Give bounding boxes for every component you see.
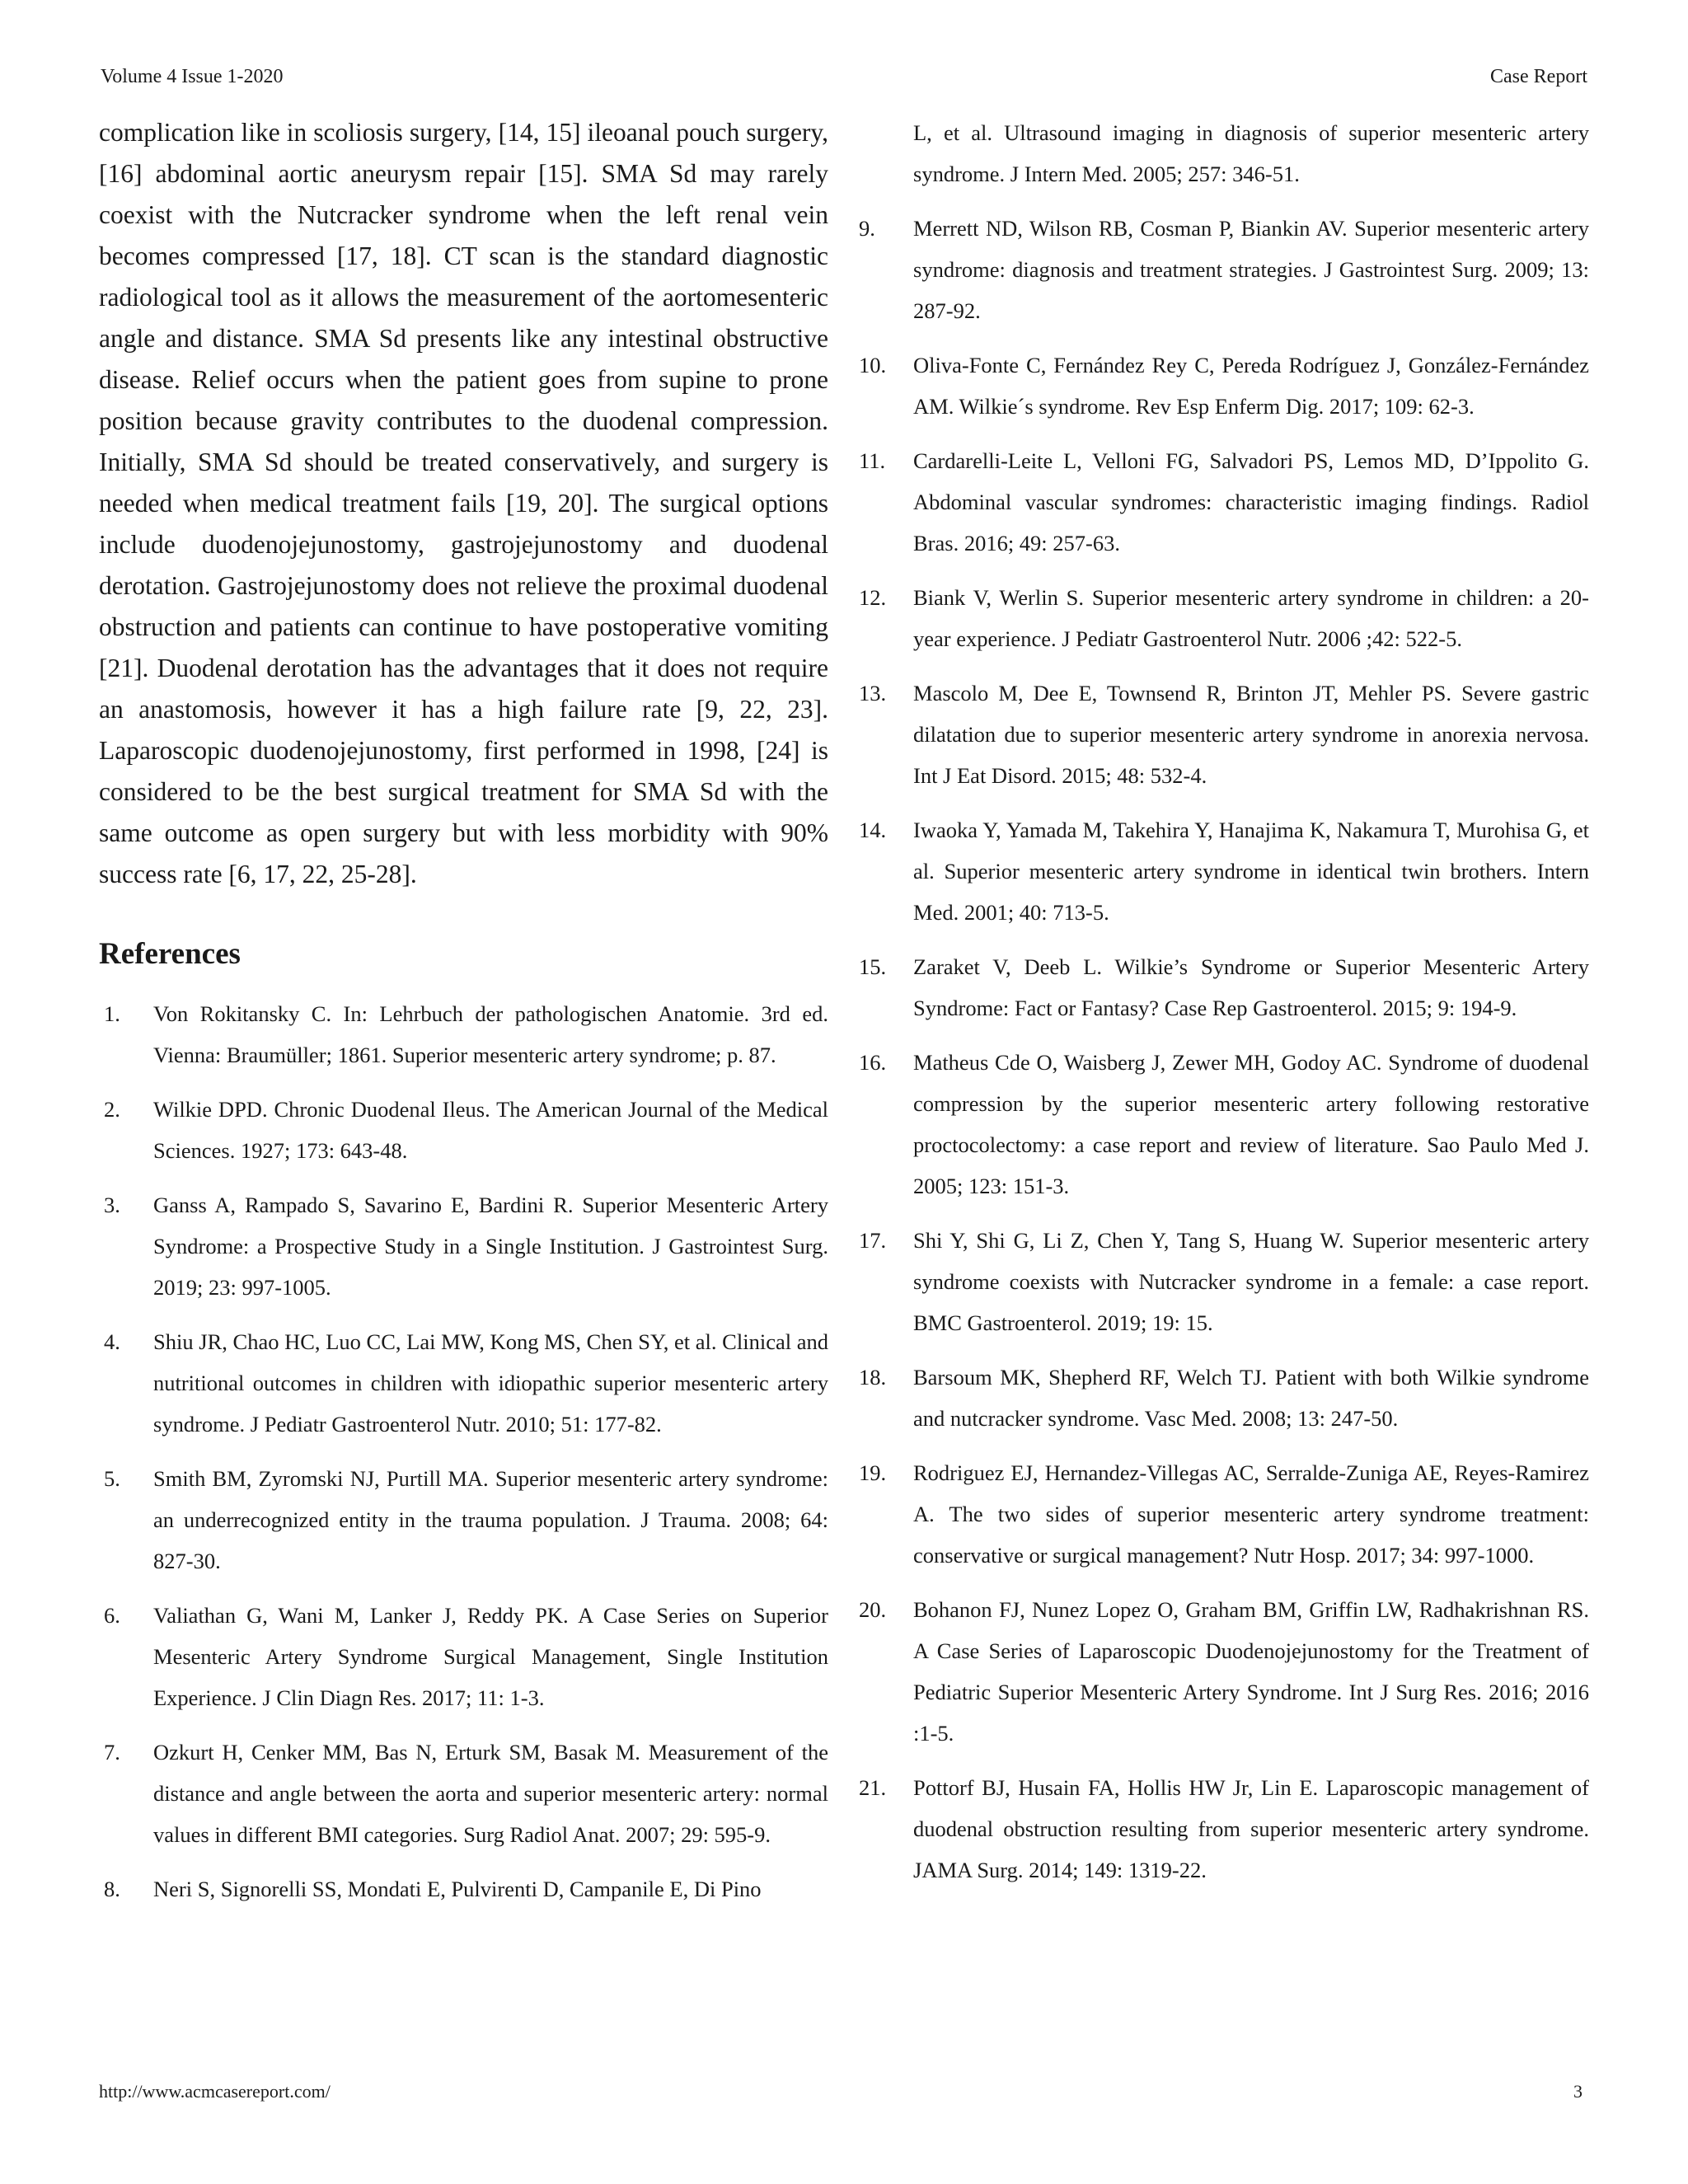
reference-item (859, 1589, 1589, 1754)
reference-text: Wilkie DPD. Chronic Duodenal Ileus. The American Journal of the Medical Sciences. 1927; 173: 643-48. (153, 1097, 828, 1163)
reference-number: 4. (104, 1329, 120, 1354)
reference-item (859, 344, 1589, 427)
reference-item (859, 946, 1589, 1029)
reference-text: L, et al. Ultrasound imaging in diagnosis of superior mesenteric artery syndrome. J Intern Med. 2005; 257: 346-51. (913, 120, 1589, 186)
reference-item (99, 1458, 828, 1582)
reference-number: 20. (859, 1597, 887, 1622)
reference-item (99, 1732, 828, 1855)
reference-number: 10. (859, 353, 887, 377)
reference-text: Ozkurt H, Cenker MM, Bas N, Erturk SM, Basak M. Measurement of the distance and angle between the aorta and superior mesenteric artery: normal values in different BMI categories. Surg Radiol Anat. 2007; 29: 595-9. (153, 1740, 828, 1847)
reference-text: Iwaoka Y, Yamada M, Takehira Y, Hanajima K, Nakamura T, Murohisa G, et al. Superior mesenteric artery syndrome in identical twin brothers. Intern Med. 2001; 40: 713-5. (913, 818, 1589, 925)
reference-list-right (859, 112, 1589, 1891)
reference-text: Rodriguez EJ, Hernandez-Villegas AC, Serralde-Zuniga AE, Reyes-Ramirez A. The two sides of superior mesenteric artery syndrome treatment: conservative or surgical management? Nutr Hosp. 2017; 34: 997-1000. (913, 1460, 1589, 1568)
reference-item (859, 1357, 1589, 1439)
reference-item (99, 1868, 828, 1910)
reference-number: 16. (859, 1050, 887, 1075)
reference-item (99, 993, 828, 1076)
reference-text: Merrett ND, Wilson RB, Cosman P, Biankin AV. Superior mesenteric artery syndrome: diagnosis and treatment strategies. J Gastrointest Surg. 2009; 13: 287-92. (913, 216, 1589, 323)
reference-item (859, 1042, 1589, 1207)
reference-text: Ganss A, Rampado S, Savarino E, Bardini R. Superior Mesenteric Artery Syndrome: a Prospective Study in a Single Institution. J Gastrointest Surg. 2019; 23: 997-1005. (153, 1193, 828, 1300)
reference-number: 18. (859, 1365, 887, 1390)
reference-text: Matheus Cde O, Waisberg J, Zewer MH, Godoy AC. Syndrome of duodenal compression by the superior mesenteric artery following restorative proctocolectomy: a case report and review of literature. Sao Paulo Med J. 2005; 123: 151-3. (913, 1050, 1589, 1198)
reference-number: 2. (104, 1097, 120, 1122)
reference-number: 12. (859, 585, 887, 610)
reference-item (859, 673, 1589, 796)
reference-item (859, 809, 1589, 933)
reference-text: Biank V, Werlin S. Superior mesenteric artery syndrome in children: a 20-year experience. J Pediatr Gastroenterol Nutr. 2006 ;42: 522-5. (913, 585, 1589, 651)
reference-text: Von Rokitansky C. In: Lehrbuch der pathologischen Anatomie. 3rd ed. Vienna: Braumüller; 1861. Superior mesenteric artery syndrome; p. 87. (153, 1001, 828, 1067)
reference-number: 21. (859, 1775, 887, 1800)
right-column (859, 112, 1589, 1904)
reference-number: 8. (104, 1877, 120, 1901)
reference-item (859, 1767, 1589, 1891)
reference-text: Smith BM, Zyromski NJ, Purtill MA. Superior mesenteric artery syndrome: an underrecognized entity in the trauma population. J Trauma. 2008; 64: 827-30. (153, 1466, 828, 1573)
reference-item (859, 1220, 1589, 1343)
reference-text: Pottorf BJ, Husain FA, Hollis HW Jr, Lin E. Laparoscopic management of duodenal obstruction resulting from superior mesenteric artery syndrome. JAMA Surg. 2014; 149: 1319-22. (913, 1775, 1589, 1882)
reference-text: Bohanon FJ, Nunez Lopez O, Graham BM, Griffin LW, Radhakrishnan RS. A Case Series of Laparoscopic Duodenojejunostomy for the Treatment of Pediatric Superior Mesenteric Artery Syndrome. Int J Surg Res. 2016; 2016 :1-5. (913, 1597, 1589, 1746)
running-header-volume: Volume 4 Issue 1-2020 (101, 66, 284, 87)
reference-item (859, 1452, 1589, 1576)
reference-number: 17. (859, 1228, 887, 1253)
reference-number: 11. (859, 448, 886, 473)
reference-item (859, 577, 1589, 659)
reference-number: 9. (859, 216, 875, 241)
reference-text: Oliva-Fonte C, Fernández Rey C, Pereda Rodríguez J, González-Fernández AM. Wilkie´s syndrome. Rev Esp Enferm Dig. 2017; 109: 62-3. (913, 353, 1589, 419)
reference-text: Cardarelli-Leite L, Velloni FG, Salvadori PS, Lemos MD, D’Ippolito G. Abdominal vascular syndromes: characteristic imaging findings. Radiol Bras. 2016; 49: 257-63. (913, 448, 1589, 555)
reference-text: Neri S, Signorelli SS, Mondati E, Pulvirenti D, Campanile E, Di Pino (153, 1877, 762, 1901)
reference-number: 13. (859, 681, 887, 705)
footer-url: http://www.acmcasereport.com/ (99, 2081, 331, 2102)
reference-text: Zaraket V, Deeb L. Wilkie’s Syndrome or Superior Mesenteric Artery Syndrome: Fact or Fantasy? Case Rep Gastroenterol. 2015; 9: 194-9. (913, 954, 1589, 1020)
reference-text: Barsoum MK, Shepherd RF, Welch TJ. Patient with both Wilkie syndrome and nutcracker syndrome. Vasc Med. 2008; 13: 247-50. (913, 1365, 1589, 1431)
reference-item (99, 1321, 828, 1445)
running-header-article-type: Case Report (1490, 66, 1587, 87)
reference-number: 5. (104, 1466, 120, 1491)
reference-item (859, 440, 1589, 564)
reference-number: 1. (104, 1001, 120, 1026)
reference-text: Valiathan G, Wani M, Lanker J, Reddy PK. A Case Series on Superior Mesenteric Artery Syndrome Surgical Management, Single Institution Experience. J Clin Diagn Res. 2017; 11: 1-3. (153, 1603, 828, 1710)
reference-item (99, 1184, 828, 1308)
reference-list-left (99, 993, 828, 1910)
reference-number: 3. (104, 1193, 120, 1217)
reference-number: 15. (859, 954, 887, 979)
page-number: 3 (1573, 2081, 1582, 2102)
reference-number: 14. (859, 818, 887, 842)
reference-continuation (859, 112, 1589, 194)
reference-text: Shi Y, Shi G, Li Z, Chen Y, Tang S, Huang W. Superior mesenteric artery syndrome coexists with Nutcracker syndrome in a female: a case report. BMC Gastroenterol. 2019; 19: 15. (913, 1228, 1589, 1335)
reference-number: 19. (859, 1460, 887, 1485)
reference-text: Mascolo M, Dee E, Townsend R, Brinton JT, Mehler PS. Severe gastric dilatation due to superior mesenteric artery syndrome in anorexia nervosa. Int J Eat Disord. 2015; 48: 532-4. (913, 681, 1589, 788)
left-column (99, 112, 828, 1923)
reference-number: 6. (104, 1603, 120, 1628)
reference-text: Shiu JR, Chao HC, Luo CC, Lai MW, Kong MS, Chen SY, et al. Clinical and nutritional outcomes in children with idiopathic superior mesenteric artery syndrome. J Pediatr Gastroenterol Nutr. 2010; 51: 177-82. (153, 1329, 828, 1436)
reference-item (859, 208, 1589, 331)
body-paragraph: complication like in scoliosis surgery, [14, 15] ileoanal pouch surgery, [16] abdominal aortic aneurysm repair [15]. SMA Sd may rarely coexist with the Nutcracker syndrome when the left renal vein becomes compressed [17, 18]. CT scan is the standard diagnostic radiological tool as it allows the measurement of the aortomesenteric angle and distance. SMA Sd presents like any intestinal obstructive disease. Relief occurs when the patient goes from supine to prone position because gravity contributes to the duodenal compression. Initially, SMA Sd should be treated conservatively, and surgery is needed when medical treatment fails [19, 20]. The surgical options include duodenojejunostomy, gastrojejunostomy and duodenal derotation. Gastrojejunostomy does not relieve the proximal duodenal obstruction and patients can continue to have postoperative vomiting [21]. Duodenal derotation has the advantages that it does not require an anastomosis, however it has a high failure rate [9, 22, 23]. Laparoscopic duodenojejunostomy, first performed in 1998, [24] is considered to be the best surgical treatment for SMA Sd with the same outcome as open surgery but with less morbidity with 90% success rate [6, 17, 22, 25-28]. (99, 118, 828, 888)
reference-item (99, 1595, 828, 1718)
reference-item (99, 1089, 828, 1171)
references-heading: References (99, 937, 241, 971)
reference-number: 7. (104, 1740, 120, 1765)
